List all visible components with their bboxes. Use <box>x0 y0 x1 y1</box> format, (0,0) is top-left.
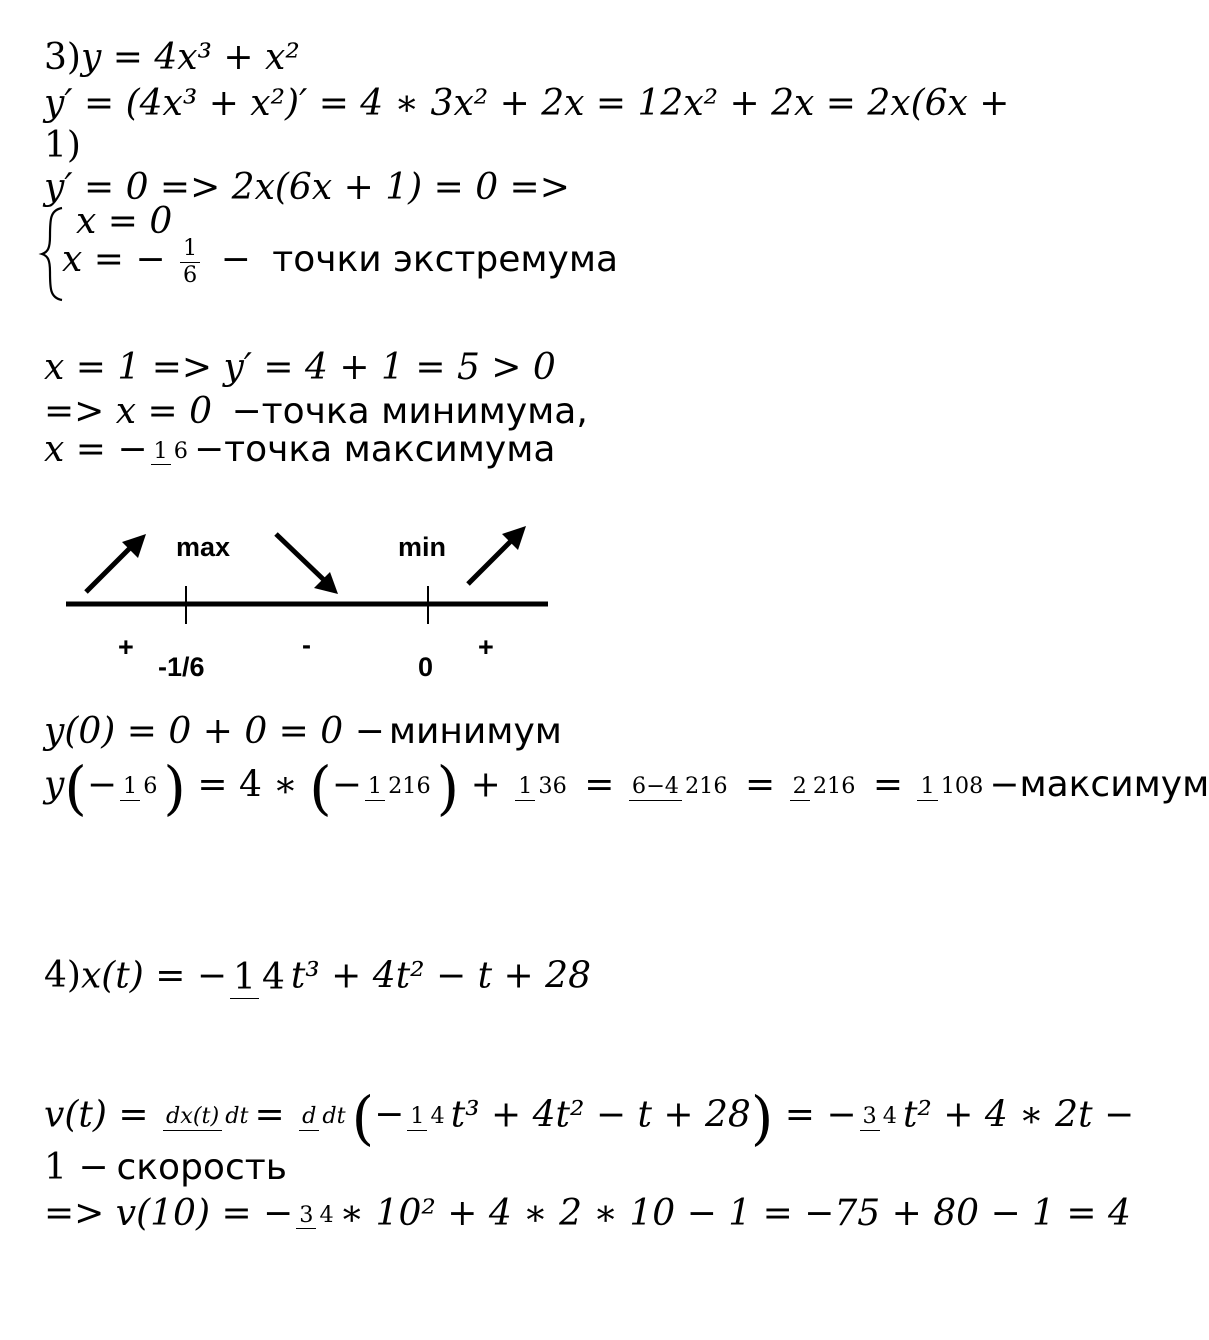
p3-function: y = 4x³ + x² <box>80 37 300 78</box>
sign-mid: - <box>302 630 311 660</box>
arrow-up-right-icon <box>468 526 526 584</box>
min-label: min <box>398 532 447 562</box>
p4-speed-line: 1 − скорость <box>44 1147 287 1188</box>
frac-1-4: 1 4 <box>407 1104 447 1131</box>
arrow-up-left-icon <box>86 534 146 592</box>
p3-critical-eq: y′ = 0 => 2x(6x + 1) = 0 => <box>44 167 570 208</box>
system-x2: x = − $\frac{1}{6}$ − точки экстремума <box>62 235 619 288</box>
p3-derivative-end: 1) <box>44 125 81 166</box>
sign-right: + <box>478 632 494 662</box>
ymax-word: максимум <box>1019 764 1209 806</box>
frac-6-4-216: 6−4 216 <box>629 774 731 801</box>
sign-diagram <box>0 0 1028 700</box>
p3-check: x = 1 => y′ = 4 + 1 = 5 > 0 <box>44 347 556 388</box>
frac-1-6: $\frac{1}{6}$ <box>180 236 200 288</box>
speed-word: скорость <box>116 1147 287 1188</box>
system-x1: x = 0 <box>76 201 173 242</box>
sign-left: + <box>118 632 134 662</box>
point-zero: 0 <box>418 652 434 682</box>
p3-label: 3) <box>44 37 81 78</box>
p4-v10-line: => v(10) = − 3 4 ∗ 10² + 4 ∗ 2 ∗ 10 − 1 = −75 + 80 − 1 = 4 <box>44 1193 1131 1234</box>
min-point-text: точка минимума, <box>261 391 588 432</box>
frac-1-4-big: 1 4 <box>230 958 288 999</box>
p3-min-line: => x = 0 −точка минимума, <box>44 391 588 432</box>
frac-1-108: 1 108 <box>917 774 986 801</box>
frac-1-36: 1 36 <box>515 774 570 801</box>
y0-word: минимум <box>388 711 562 752</box>
frac-dx-dt: dx(t) dt <box>163 1104 252 1131</box>
p4-label: 4) <box>44 955 81 997</box>
frac-1-216: 1 216 <box>365 774 434 801</box>
max-label: max <box>176 532 231 562</box>
ymax-line: y(− 1 6 ) = 4 ∗ (− 1 216 ) + 1 36 = 6−4 216 = 2 216 = 1 108 −максимум <box>44 755 1209 822</box>
frac-2-216: 2 216 <box>790 774 859 801</box>
point-minus-one-sixth: -1/6 <box>158 652 205 682</box>
arrow-down-icon <box>276 534 338 594</box>
frac-d-dt: d dt <box>299 1104 349 1131</box>
y0-line: y(0) = 0 + 0 = 0 − минимум <box>44 711 562 752</box>
p4-velocity-line: v(t) = dx(t) dt = d dt (− 1 4 t³ + 4t² − t + 28) = − 3 4 t² + 4 ∗ 2t − <box>44 1085 1135 1152</box>
max-point-text: точка максимума <box>224 429 556 470</box>
p3-max-line: x = − 1 6 −точка максимума <box>44 429 556 470</box>
frac-1-6-c: 1 6 <box>120 774 160 801</box>
p3-derivative: y′ = (4x³ + x²)′ = 4 ∗ 3x² + 2x = 12x² + 2x = 2x(6x + <box>44 83 1010 124</box>
frac-3-4-b: 3 4 <box>296 1203 336 1230</box>
frac-1-6-b: 1 6 <box>151 439 191 466</box>
p4-def-line: 4)x(t) = − 1 4 t³ + 4t² − t + 28 <box>44 955 591 998</box>
extremum-text: точки экстремума <box>272 239 619 281</box>
frac-3-4: 3 4 <box>860 1104 900 1131</box>
